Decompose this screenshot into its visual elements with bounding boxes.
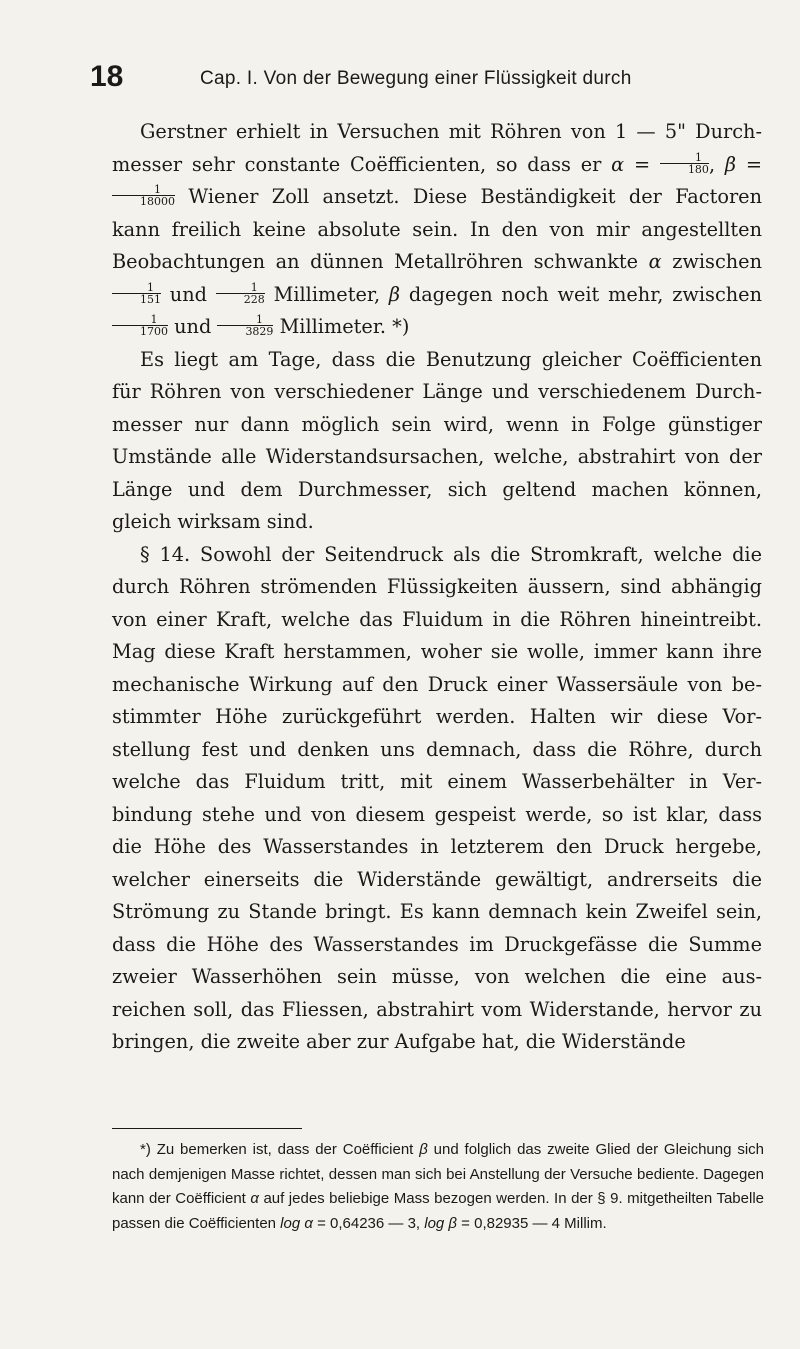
fraction-1-1700: $\frac{1}{1700}$ (112, 314, 168, 337)
alpha-symbol: α (648, 250, 662, 273)
alpha-symbol: α (611, 152, 625, 176)
fraction-1-3829: $\frac{1}{3829}$ (217, 314, 273, 337)
text-run: , (708, 152, 725, 176)
fraction-1-151: $\frac{1}{151}$ (112, 282, 161, 305)
text-run: und (161, 282, 216, 306)
beta-symbol: β (388, 282, 401, 306)
text-run: dagegen noch weit mehr, zwischen (400, 282, 763, 306)
paragraph-1 (112, 116, 762, 344)
text-run: auf jedes beliebige Mass bezogen werden. In der § 9. mitgetheilten Tabelle passen die Coëfficienten (112, 1190, 764, 1232)
text-run: = 0,82935 — 4 Millim. (457, 1214, 607, 1232)
paragraph-2: Es liegt am Tage, dass die Benutzung gleicher Coëfficienten für Röhren von verschiedener Länge und verschiedenem Durch-messer nur dann möglich sein wird, wenn in Folge günstiger Umstände alle Widerstandsursachen, welche, abstrahirt von der Länge und dem Durchmesser, sich geltend machen können, gleich wirksam sind. (112, 347, 762, 533)
page-number: 18 (90, 60, 124, 93)
footnote (112, 1138, 764, 1236)
fraction-1-228: $\frac{1}{228}$ (216, 282, 265, 305)
text-run: *) Zu bemerken ist, dass der Coëfficient (140, 1141, 420, 1158)
text-run: = (624, 152, 660, 176)
text-run: zwischen (661, 250, 763, 273)
text-run: und (168, 315, 218, 338)
beta-symbol: β (419, 1141, 428, 1158)
text-run: Millimeter, (264, 282, 389, 306)
log-alpha: log α (280, 1214, 313, 1232)
beta-symbol: β (724, 152, 737, 176)
fraction-1-18000: $\frac{1}{18000}$ (112, 184, 175, 207)
page-header (90, 60, 770, 100)
text-run: = (736, 152, 762, 176)
log-beta: log β (424, 1214, 458, 1232)
text-run: und folglich das zweite Glied der Gleichung sich nach demjenigen Masse richtet, dessen man sich bei Anstellung der Versuche bediente. Dagegen kann der Coëfficient (112, 1141, 764, 1207)
fraction-1-180: $\frac{1}{180}$ (660, 152, 709, 175)
running-title: Cap. I. Von der Bewegung einer Flüssigkeit durch (200, 68, 632, 89)
footnote-divider (112, 1128, 302, 1129)
main-text (112, 116, 762, 1059)
alpha-symbol: α (250, 1190, 259, 1207)
paragraph-3: § 14. Sowohl der Seitendruck als die Stromkraft, welche die durch Röhren strömenden Flüssigkeiten äussern, sind abhängig von einer Kraft, welche das Fluidum in die Röhren hineintreibt. Mag diese Kraft herstammen, woher sie wolle, immer kann ihre mechanische Wirkung auf den Druck einer Wassersäule von be-stimmter Höhe zurückgeführt werden. Halten wir diese Vor-stellung fest und denken uns demnach, dass die Röhre, durch welche das Fluidum tritt, mit einem Wasserbehälter in Ver-bindung stehe und von diesem gespeist werde, so ist klar, dass die Höhe des Wasserstandes in letzterem den Druck hergebe, welcher einerseits die Widerstände gewältigt, andrerseits die Strömung zu Stande bringt. Es kann demnach kein Zweifel sein, dass die Höhe des Wasserstandes im Druckgefässe die Summe zweier Wasserhöhen sein müsse, von welchen die eine aus-reichen soll, das Fliessen, abstrahirt vom Widerstande, hervor zu bringen, die zweite aber zur Aufgabe hat, die Widerstände (112, 542, 762, 1053)
text-run: Millimeter. *) (273, 315, 410, 338)
text-run: Wiener Zoll ansetzt. Diese Beständigkeit der Factoren kann freilich keine absolute sein. In den von mir angestellten Beobachtungen an dünnen Metallröhren schwankte (112, 185, 762, 273)
text-run: = 0,64236 — 3, (312, 1214, 425, 1232)
text-run: Gerstner erhielt in Versuchen mit Röhren von 1 — 5" Durch-messer sehr constante Coëfficienten, so dass er (112, 120, 762, 176)
